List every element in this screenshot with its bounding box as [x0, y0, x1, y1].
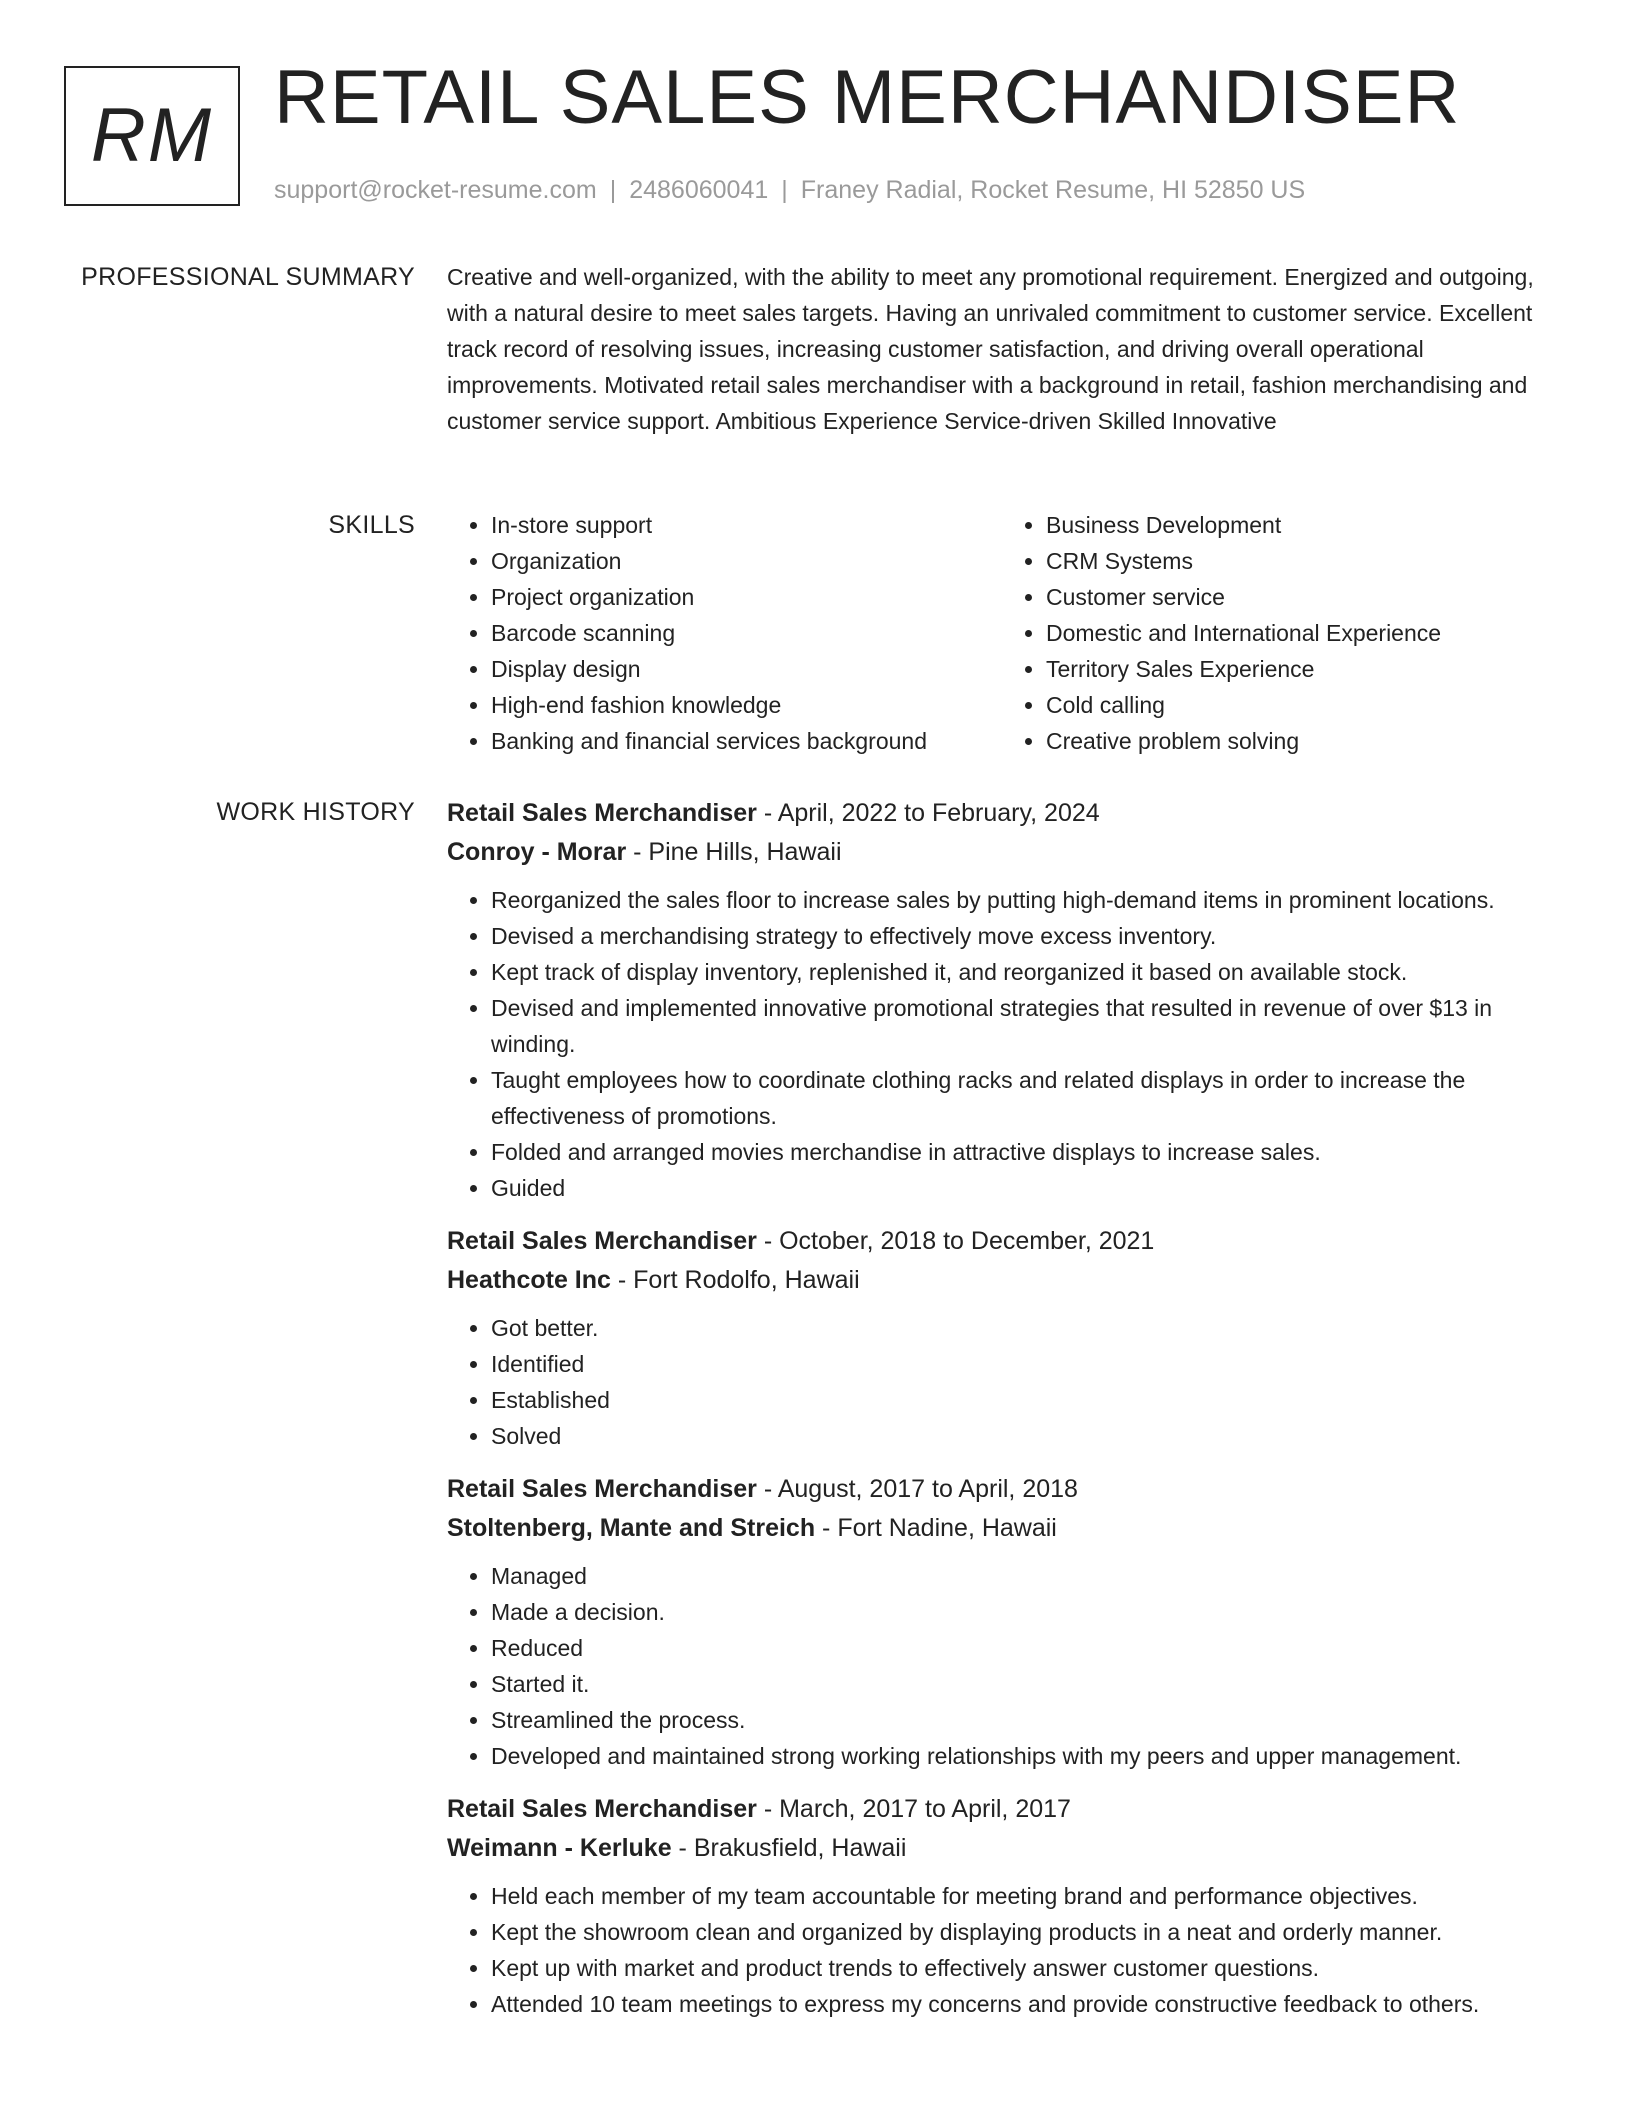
job-entry — [447, 1222, 1557, 1454]
skill-item: • Display design — [491, 651, 1002, 687]
summary-body — [447, 259, 1557, 439]
job-duty-item: • Got better. — [491, 1310, 1557, 1346]
job-entry — [447, 794, 1557, 1206]
job-company: Heathcote Inc — [447, 1266, 611, 1294]
skill-item: • High-end fashion knowledge — [491, 687, 1002, 723]
job-duty-item: • Folded and arranged movies merchandise in attractive displays to increase sales. — [491, 1134, 1557, 1170]
job-company: Conroy - Morar — [447, 838, 627, 866]
job-duty-item: • Made a decision. — [491, 1594, 1557, 1630]
job-company-line — [447, 1261, 1557, 1300]
skill-item: • Organization — [491, 543, 1002, 579]
job-company: Stoltenberg, Mante and Streich — [447, 1514, 816, 1542]
job-duty-item: • Taught employees how to coordinate clothing racks and related displays in order to increase the effectiveness of promotions. — [491, 1062, 1557, 1134]
skill-item: • Banking and financial services background — [491, 723, 1002, 759]
job-duty-item: • Devised a merchandising strategy to effectively move excess inventory. — [491, 918, 1557, 954]
job-duty-item: • Developed and maintained strong working relationships with my peers and upper management. — [491, 1738, 1557, 1774]
job-company-line — [447, 1509, 1557, 1548]
job-duty-item: • Streamlined the process. — [491, 1702, 1557, 1738]
job-title-line — [447, 1790, 1557, 1829]
skill-item: • CRM Systems — [1046, 543, 1557, 579]
job-location: - Brakusfield, Hawaii — [671, 1834, 907, 1862]
skill-item: • Territory Sales Experience — [1046, 651, 1557, 687]
contact-address: Franey Radial, Rocket Resume, HI 52850 US — [800, 176, 1306, 204]
job-dates: - October, 2018 to December, 2021 — [756, 1227, 1155, 1255]
job-entry — [447, 1470, 1557, 1774]
job-title: Retail Sales Merchandiser — [447, 1227, 757, 1255]
skills-column-1 — [447, 507, 1002, 759]
job-title-line — [447, 1222, 1557, 1261]
job-duty-item: • Kept up with market and product trends to effectively answer customer questions. — [491, 1950, 1557, 1986]
contact-separator: | — [781, 176, 788, 204]
job-duties-list — [447, 1878, 1557, 2022]
job-dates: - March, 2017 to April, 2017 — [756, 1795, 1071, 1823]
job-location: - Fort Nadine, Hawaii — [815, 1514, 1057, 1542]
skills-body — [447, 507, 1557, 759]
skill-item: • Barcode scanning — [491, 615, 1002, 651]
job-duty-item: • Kept the showroom clean and organized by displaying products in a neat and orderly manner. — [491, 1914, 1557, 1950]
job-duties-list — [447, 1558, 1557, 1774]
skill-item: • Customer service — [1046, 579, 1557, 615]
monogram-initials: RM — [90, 93, 214, 178]
job-duty-item: • Attended 10 team meetings to express my concerns and provide constructive feedback to others. — [491, 1986, 1557, 2022]
job-title: Retail Sales Merchandiser — [447, 1795, 757, 1823]
job-title: Retail Sales Merchandiser — [447, 799, 757, 827]
job-location: - Pine Hills, Hawaii — [626, 838, 842, 866]
contact-separator: | — [609, 176, 617, 204]
job-duty-item: • Managed — [491, 1558, 1557, 1594]
job-title: Retail Sales Merchandiser — [447, 1475, 757, 1503]
work-history-label: WORK HISTORY — [216, 798, 415, 826]
skill-item: • In-store support — [491, 507, 1002, 543]
job-duty-item: • Kept track of display inventory, replenished it, and reorganized it based on available stock. — [491, 954, 1557, 990]
skills-columns — [447, 507, 1557, 759]
job-duties-list — [447, 882, 1557, 1206]
job-duty-item: • Reduced — [491, 1630, 1557, 1666]
job-dates: - August, 2017 to April, 2018 — [756, 1475, 1078, 1503]
job-title-line — [447, 1470, 1557, 1509]
job-duty-item: • Established — [491, 1382, 1557, 1418]
job-company: Weimann - Kerluke — [447, 1834, 672, 1862]
job-duty-item: • Held each member of my team accountable for meeting brand and performance objectives. — [491, 1878, 1557, 1914]
job-entry — [447, 1790, 1557, 2022]
skill-item: • Project organization — [491, 579, 1002, 615]
job-duties-list — [447, 1310, 1557, 1454]
skill-item: • Creative problem solving — [1046, 723, 1557, 759]
resume-title: RETAIL SALES MERCHANDISER — [274, 55, 1461, 140]
skill-item: • Domestic and International Experience — [1046, 615, 1557, 651]
job-duty-item: • Guided — [491, 1170, 1557, 1206]
skill-item: • Business Development — [1046, 507, 1557, 543]
contact-line — [274, 176, 1305, 205]
summary-label: PROFESSIONAL SUMMARY — [81, 263, 415, 291]
skills-column-2 — [1002, 507, 1557, 759]
skill-item: • Cold calling — [1046, 687, 1557, 723]
job-duty-item: • Solved — [491, 1418, 1557, 1454]
contact-email[interactable]: support@rocket-resume.com — [274, 176, 597, 204]
contact-phone[interactable]: 2486060041 — [629, 176, 769, 204]
job-title-line — [447, 794, 1557, 833]
summary-text: Creative and well-organized, with the ability to meet any promotional requirement. Energized and outgoing, with a natural desire to meet sales targets. Having an unrivaled commitment to customer service. Excellent track record of resolving issues, increasing customer satisfaction, and driving overall operational improvements. Motivated retail sales merchandiser with a background in retail, fashion merchandising and customer service support. Ambitious Experience Service-driven Skilled Innovative — [447, 264, 1534, 434]
job-duty-item: • Identified — [491, 1346, 1557, 1382]
job-duty-item: • Reorganized the sales floor to increase sales by putting high-demand items in prominent locations. — [491, 882, 1557, 918]
work-history-body — [447, 794, 1557, 2038]
job-duty-item: • Started it. — [491, 1666, 1557, 1702]
job-dates: - April, 2022 to February, 2024 — [756, 799, 1100, 827]
job-company-line — [447, 833, 1557, 872]
job-duty-item: • Devised and implemented innovative promotional strategies that resulted in revenue of over $13 in winding. — [491, 990, 1557, 1062]
skills-label: SKILLS — [328, 511, 415, 539]
job-location: - Fort Rodolfo, Hawaii — [610, 1266, 860, 1294]
job-company-line — [447, 1829, 1557, 1868]
monogram-box — [64, 66, 240, 206]
